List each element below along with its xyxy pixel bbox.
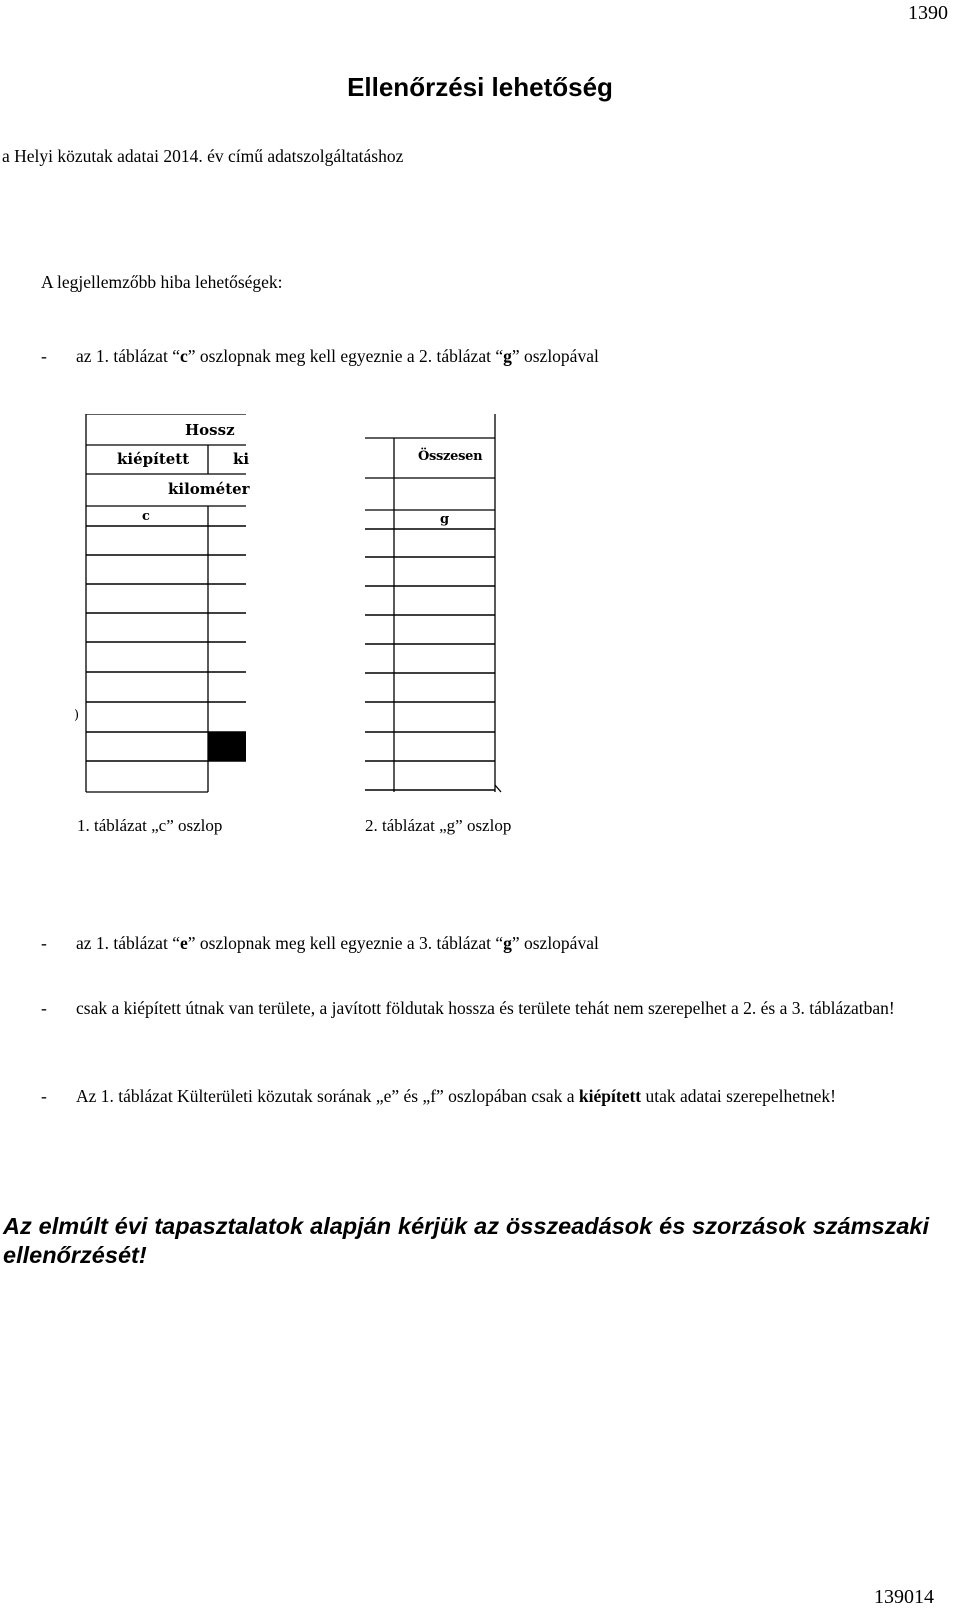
bullet-2: az 1. táblázat “e” oszlopnak meg kell egyeznie a 3. táblázat “g” oszlopával bbox=[76, 933, 599, 953]
intro-text: A legjellemzőbb hiba lehetőségek: bbox=[41, 272, 283, 292]
table-2-excerpt bbox=[362, 414, 502, 796]
bullet-1: az 1. táblázat “c” oszlopnak meg kell egyeznie a 2. táblázat “g” oszlopával bbox=[76, 346, 599, 366]
bullet-dash: - bbox=[41, 933, 47, 953]
table-1-header-kilometer: kilométer bbox=[168, 480, 250, 498]
table-1-excerpt bbox=[78, 414, 248, 794]
bullet-dash: - bbox=[41, 346, 47, 366]
table-1-header-hossz: Hossz bbox=[185, 421, 235, 439]
page-title: Ellenőrzési lehetőség bbox=[347, 72, 613, 102]
table-2-caption: 2. táblázat „g” oszlop bbox=[365, 816, 512, 835]
table-1-header-kiepitett: kiépített bbox=[117, 450, 190, 468]
table-1-column-letter: c bbox=[142, 509, 150, 524]
page-number: 1390 bbox=[908, 2, 948, 24]
table-2-column-letter: g bbox=[440, 512, 449, 527]
bullet-dash: - bbox=[41, 998, 47, 1018]
closing-request: Az elmúlt évi tapasztalatok alapján kérjük az összeadások és szorzások számszaki ellenőrzését! bbox=[3, 1213, 929, 1268]
table-1-header-ki: ki bbox=[233, 450, 250, 468]
table-2-header-osszesen: Összesen bbox=[418, 449, 483, 464]
shaded-cell bbox=[208, 732, 246, 761]
table-1-caption: 1. táblázat „c” oszlop bbox=[77, 816, 223, 835]
table-1-row-label-fragment: ) bbox=[74, 708, 79, 723]
bullet-3: csak a kiépített útnak van területe, a javított földutak hossza és területe tehát nem szerepelhet a 2. és a 3. táblázatban! bbox=[76, 998, 895, 1018]
bullet-4: Az 1. táblázat Külterületi közutak sorának „e” és „f” oszlopában csak a kiépített utak adatai szerepelhetnek! bbox=[76, 1086, 836, 1106]
subtitle: a Helyi közutak adatai 2014. év című adatszolgáltatáshoz bbox=[2, 146, 404, 166]
bullet-dash: - bbox=[41, 1086, 47, 1106]
footer-code: 139014 bbox=[874, 1586, 934, 1608]
